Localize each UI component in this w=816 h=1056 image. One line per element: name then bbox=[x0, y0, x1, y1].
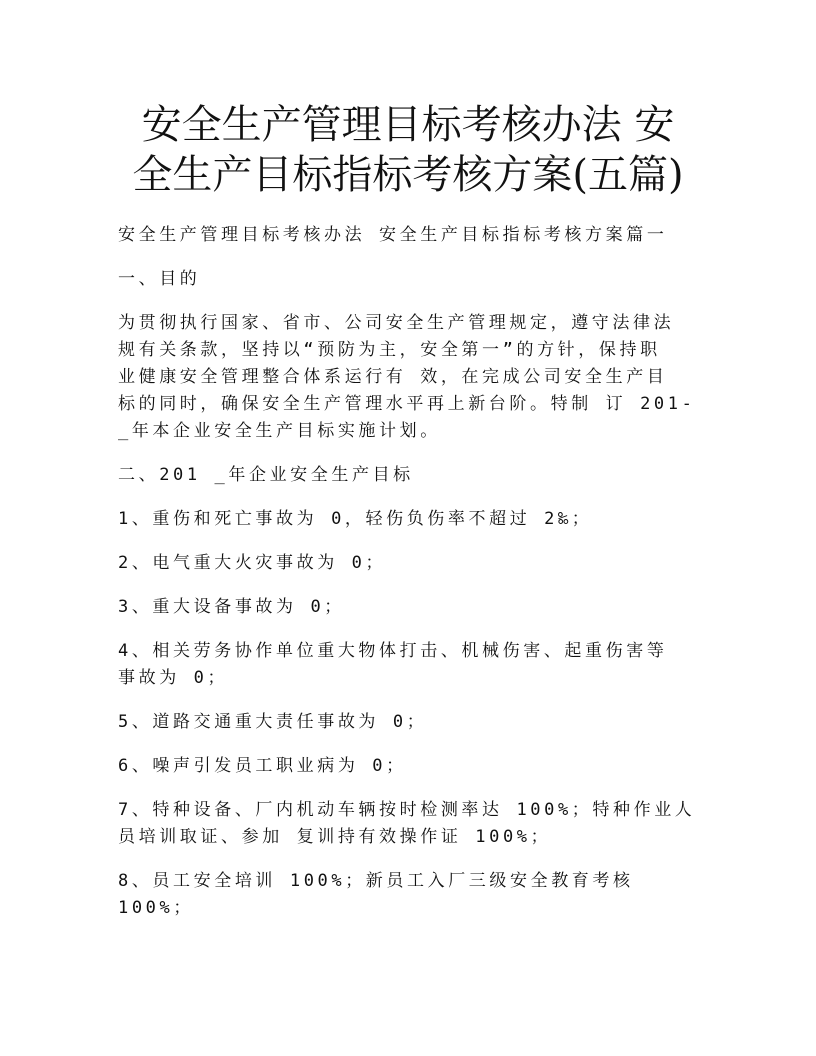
paragraph bbox=[118, 797, 718, 851]
section-heading bbox=[118, 222, 718, 249]
paragraph bbox=[118, 709, 718, 736]
document-title bbox=[0, 100, 816, 200]
text-line: 8、员工安全培训 100%；新员工入厂三级安全教育考核 bbox=[118, 871, 634, 891]
text-line: 为贯彻执行国家、省市、公司安全生产管理规定，遵守法律法 bbox=[118, 313, 675, 333]
text-line: 二、201 _年企业安全生产目标 bbox=[118, 465, 414, 485]
document-body bbox=[118, 222, 718, 939]
text-line: 一、目的 bbox=[118, 269, 201, 289]
text-line: 3、重大设备事故为 0； bbox=[118, 597, 345, 617]
text-line: 规有关条款，坚持以“预防为主，安全第一”的方针，保持职 bbox=[118, 340, 661, 360]
text-line: 安全生产管理目标考核办法 安全生产目标指标考核方案篇一 bbox=[118, 225, 668, 245]
text-line: 标的同时，确保安全生产管理水平再上新台阶。特制 订 201- bbox=[118, 394, 696, 414]
paragraph bbox=[118, 638, 718, 692]
paragraph bbox=[118, 550, 718, 577]
paragraph bbox=[118, 594, 718, 621]
text-line: _年本企业安全生产目标实施计划。 bbox=[118, 421, 441, 441]
text-line: 100%； bbox=[118, 898, 194, 918]
text-line: 4、相关劳务协作单位重大物体打击、机械伤害、起重伤害等 bbox=[118, 641, 668, 661]
text-line: 2、电气重大火灾事故为 0； bbox=[118, 553, 387, 573]
paragraph bbox=[118, 266, 718, 293]
text-line: 7、特种设备、厂内机动车辆按时检测率达 100%；特种作业人 bbox=[118, 800, 696, 820]
paragraph bbox=[118, 462, 718, 489]
paragraph bbox=[118, 310, 718, 445]
paragraph bbox=[118, 868, 718, 922]
title-line: 全生产目标指标考核方案(五篇) bbox=[132, 152, 684, 198]
text-line: 事故为 0； bbox=[118, 668, 229, 688]
text-line: 1、重伤和死亡事故为 0，轻伤负伤率不超过 2‰； bbox=[118, 509, 593, 529]
paragraph bbox=[118, 506, 718, 533]
text-line: 业健康安全管理整合体系运行有 效，在完成公司安全生产目 bbox=[118, 367, 668, 387]
text-line: 5、道路交通重大责任事故为 0； bbox=[118, 712, 428, 732]
text-line: 员培训取证、参加 复训持有效操作证 100%； bbox=[118, 827, 552, 847]
paragraph bbox=[118, 753, 718, 780]
title-line: 安全生产管理目标考核办法 安 bbox=[141, 102, 675, 148]
text-line: 6、噪声引发员工职业病为 0； bbox=[118, 756, 407, 776]
